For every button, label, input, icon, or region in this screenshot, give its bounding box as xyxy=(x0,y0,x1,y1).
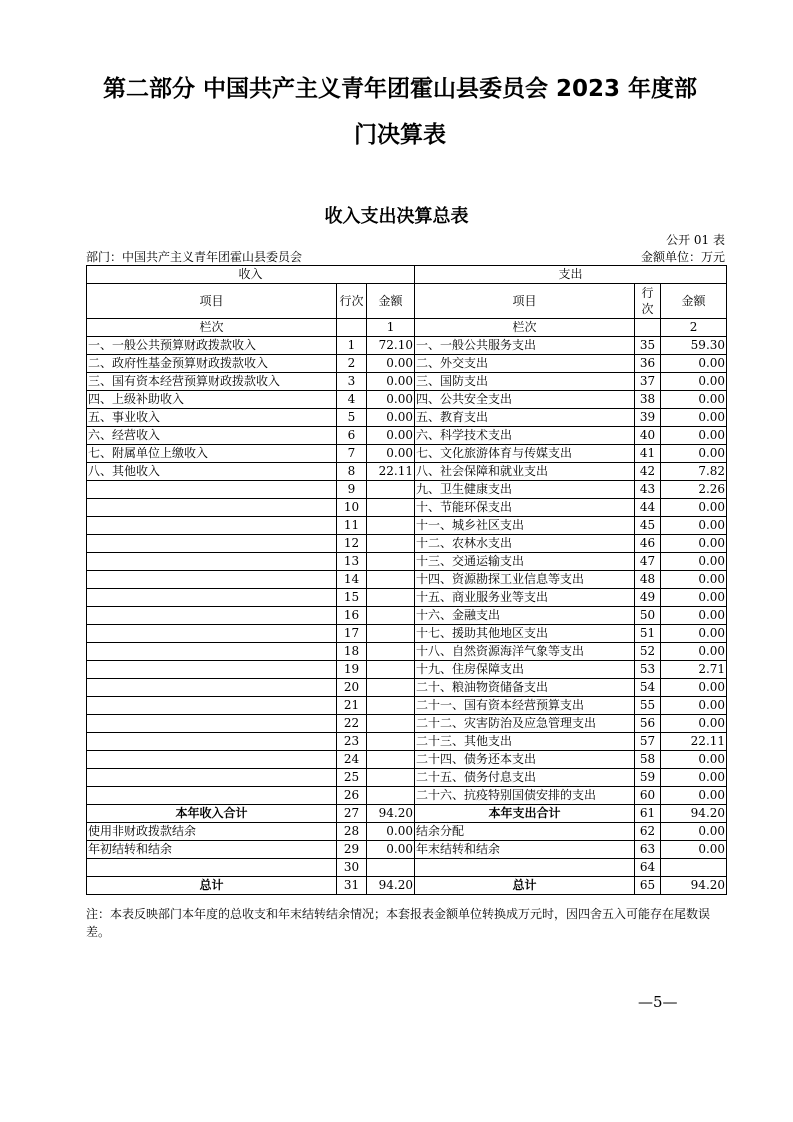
form-number: 公开 01 表 xyxy=(666,233,725,247)
income-row-no-cell: 18 xyxy=(337,643,367,661)
expense-item-cell: 二十六、抗疫特别国债安排的支出 xyxy=(415,787,635,805)
expense-row-no-cell: 47 xyxy=(635,553,661,571)
income-amount-cell xyxy=(367,571,415,589)
income-item-cell xyxy=(87,499,337,517)
page-title: 第二部分 中国共产主义青年团霍山县委员会 2023 年度部 xyxy=(102,76,698,102)
income-amount-cell xyxy=(367,661,415,679)
expense-item-cell: 二十三、其他支出 xyxy=(415,733,635,751)
page-number: —5— xyxy=(638,993,678,1011)
income-amount-cell: 94.20 xyxy=(367,877,415,895)
expense-amount-cell xyxy=(661,859,727,877)
expense-item-cell: 五、教育支出 xyxy=(415,409,635,427)
table-row xyxy=(87,337,727,355)
expense-row-no-cell: 53 xyxy=(635,661,661,679)
expense-amount-cell: 0.00 xyxy=(661,499,727,517)
income-amount-cell xyxy=(367,553,415,571)
expense-row-no-cell: 63 xyxy=(635,841,661,859)
income-item-cell xyxy=(87,679,337,697)
expense-item-cell: 本年支出合计 xyxy=(415,805,635,823)
expense-row-no-cell: 38 xyxy=(635,391,661,409)
table-row xyxy=(87,589,727,607)
expense-amount-cell: 0.00 xyxy=(661,607,727,625)
expense-item-cell: 六、科学技术支出 xyxy=(415,427,635,445)
table-row xyxy=(87,553,727,571)
table-row xyxy=(87,535,727,553)
expense-row-no-cell: 37 xyxy=(635,373,661,391)
income-item-cell: 一、一般公共预算财政拨款收入 xyxy=(87,337,337,355)
income-amount-cell xyxy=(367,859,415,877)
table-row xyxy=(87,427,727,445)
table-row xyxy=(87,769,727,787)
expense-item-cell: 十一、城乡社区支出 xyxy=(415,517,635,535)
income-amount-cell xyxy=(367,535,415,553)
table-row xyxy=(87,625,727,643)
expense-item-cell: 九、卫生健康支出 xyxy=(415,481,635,499)
income-row-no-cell: 13 xyxy=(337,553,367,571)
income-column-label: 栏次 xyxy=(87,319,337,337)
table-row xyxy=(87,661,727,679)
expense-amount-cell: 0.00 xyxy=(661,715,727,733)
income-row-no-cell: 8 xyxy=(337,463,367,481)
income-item-cell xyxy=(87,661,337,679)
income-amount-cell xyxy=(367,607,415,625)
table-row xyxy=(87,499,727,517)
income-item-cell: 七、附属单位上缴收入 xyxy=(87,445,337,463)
expense-row-no-cell: 40 xyxy=(635,427,661,445)
income-amount-cell: 72.10 xyxy=(367,337,415,355)
expense-item-cell: 八、社会保障和就业支出 xyxy=(415,463,635,481)
income-item-cell: 四、上级补助收入 xyxy=(87,391,337,409)
income-amount-cell: 0.00 xyxy=(367,841,415,859)
amount-unit-label: 金额单位：万元 xyxy=(640,250,725,264)
expense-amount-cell: 0.00 xyxy=(661,517,727,535)
expense-amount-cell: 0.00 xyxy=(661,697,727,715)
income-item-cell xyxy=(87,571,337,589)
income-amount-cell: 0.00 xyxy=(367,373,415,391)
income-row-no-cell: 7 xyxy=(337,445,367,463)
expense-row-no-cell: 35 xyxy=(635,337,661,355)
expense-row-no-cell: 60 xyxy=(635,787,661,805)
income-row-no-cell: 3 xyxy=(337,373,367,391)
table-row xyxy=(87,823,727,841)
income-row-no-cell: 6 xyxy=(337,427,367,445)
income-amount-cell: 22.11 xyxy=(367,463,415,481)
expense-item-cell: 一、一般公共服务支出 xyxy=(415,337,635,355)
income-row-no-cell: 23 xyxy=(337,733,367,751)
expense-row-no-cell: 50 xyxy=(635,607,661,625)
expense-amount-cell: 7.82 xyxy=(661,463,727,481)
expense-column-label: 栏次 xyxy=(415,319,635,337)
expense-row-no-cell: 62 xyxy=(635,823,661,841)
expense-row-no-cell: 64 xyxy=(635,859,661,877)
table-row xyxy=(87,679,727,697)
income-item-cell xyxy=(87,751,337,769)
income-item-cell xyxy=(87,607,337,625)
expense-item-cell: 十六、金融支出 xyxy=(415,607,635,625)
income-row-no-cell: 11 xyxy=(337,517,367,535)
income-item-cell: 总计 xyxy=(87,877,337,895)
income-row-no-cell: 24 xyxy=(337,751,367,769)
income-row-no-cell: 19 xyxy=(337,661,367,679)
income-row-no-header: 行次 xyxy=(337,284,367,319)
expense-row-no-cell: 52 xyxy=(635,643,661,661)
expense-item-cell: 十八、自然资源海洋气象等支出 xyxy=(415,643,635,661)
income-amount-cell xyxy=(367,733,415,751)
income-row-no-cell: 9 xyxy=(337,481,367,499)
income-amount-cell xyxy=(367,769,415,787)
expense-item-cell: 四、公共安全支出 xyxy=(415,391,635,409)
expense-row-no-cell: 36 xyxy=(635,355,661,373)
table-row xyxy=(87,481,727,499)
expense-item-cell: 十、节能环保支出 xyxy=(415,499,635,517)
expense-row-no-cell: 41 xyxy=(635,445,661,463)
income-item-cell xyxy=(87,553,337,571)
expense-item-cell: 二十四、债务还本支出 xyxy=(415,751,635,769)
income-item-cell xyxy=(87,589,337,607)
income-item-cell xyxy=(87,697,337,715)
table-row xyxy=(87,409,727,427)
expense-amount-cell: 22.11 xyxy=(661,733,727,751)
table-row xyxy=(87,697,727,715)
income-amount-cell: 0.00 xyxy=(367,445,415,463)
expense-row-no-cell: 56 xyxy=(635,715,661,733)
income-item-cell xyxy=(87,643,337,661)
income-item-cell: 五、事业收入 xyxy=(87,409,337,427)
income-column-number: 1 xyxy=(367,319,415,337)
expense-amount-cell: 59.30 xyxy=(661,337,727,355)
expense-amount-cell: 0.00 xyxy=(661,445,727,463)
income-amount-cell xyxy=(367,787,415,805)
expense-amount-cell: 0.00 xyxy=(661,535,727,553)
table-row xyxy=(87,607,727,625)
income-item-cell xyxy=(87,733,337,751)
income-amount-cell xyxy=(367,625,415,643)
expense-column-number: 2 xyxy=(661,319,727,337)
income-row-no-cell: 4 xyxy=(337,391,367,409)
expense-item-cell: 二十一、国有资本经营预算支出 xyxy=(415,697,635,715)
income-row-no-cell: 10 xyxy=(337,499,367,517)
table-row xyxy=(87,391,727,409)
expense-item-cell: 十九、住房保障支出 xyxy=(415,661,635,679)
income-row-no-cell: 12 xyxy=(337,535,367,553)
income-row-no-cell: 1 xyxy=(337,337,367,355)
table-row xyxy=(87,373,727,391)
expense-row-no-cell: 57 xyxy=(635,733,661,751)
income-row-no-cell: 25 xyxy=(337,769,367,787)
income-row-no-cell: 30 xyxy=(337,859,367,877)
expense-row-no-cell: 45 xyxy=(635,517,661,535)
expense-row-no-cell: 51 xyxy=(635,625,661,643)
expense-item-cell: 二、外交支出 xyxy=(415,355,635,373)
income-item-cell xyxy=(87,769,337,787)
expense-amount-cell: 94.20 xyxy=(661,805,727,823)
income-item-cell xyxy=(87,517,337,535)
table-title: 收入支出决算总表 xyxy=(324,206,469,227)
expense-item-cell: 十四、资源勘探工业信息等支出 xyxy=(415,571,635,589)
income-item-cell xyxy=(87,481,337,499)
footnote: 注：本表反映部门本年度的总收支和年末结转结余情况；本套报表金额单位转换成万元时，因四舍五入可能存在尾数误差。 xyxy=(86,907,711,939)
expense-amount-cell: 0.00 xyxy=(661,571,727,589)
expense-item-cell: 七、文化旅游体育与传媒支出 xyxy=(415,445,635,463)
expense-row-no-cell: 44 xyxy=(635,499,661,517)
table-row xyxy=(87,841,727,859)
expense-item-cell: 十二、农林水支出 xyxy=(415,535,635,553)
expense-amount-cell: 0.00 xyxy=(661,427,727,445)
income-row-no-cell: 26 xyxy=(337,787,367,805)
expense-amount-cell: 94.20 xyxy=(661,877,727,895)
table-row xyxy=(87,445,727,463)
income-item-cell: 年初结转和结余 xyxy=(87,841,337,859)
expense-item-cell: 十七、援助其他地区支出 xyxy=(415,625,635,643)
expense-item-cell: 二十二、灾害防治及应急管理支出 xyxy=(415,715,635,733)
expense-row-no-cell: 54 xyxy=(635,679,661,697)
income-amount-cell xyxy=(367,751,415,769)
expense-amount-cell: 0.00 xyxy=(661,373,727,391)
income-amount-cell xyxy=(367,517,415,535)
income-item-cell xyxy=(87,787,337,805)
income-amount-cell xyxy=(367,499,415,517)
income-amount-cell: 0.00 xyxy=(367,427,415,445)
income-item-cell: 二、政府性基金预算财政拨款收入 xyxy=(87,355,337,373)
income-item-cell: 八、其他收入 xyxy=(87,463,337,481)
income-expense-table xyxy=(86,265,727,895)
income-item-cell xyxy=(87,625,337,643)
income-item-header: 项目 xyxy=(87,284,337,319)
expense-row-no-cell: 39 xyxy=(635,409,661,427)
income-amount-cell: 0.00 xyxy=(367,355,415,373)
expense-item-cell: 三、国防支出 xyxy=(415,373,635,391)
expense-amount-cell: 0.00 xyxy=(661,391,727,409)
income-amount-header: 金额 xyxy=(367,284,415,319)
table-row xyxy=(87,571,727,589)
income-amount-cell xyxy=(367,589,415,607)
table-row xyxy=(87,463,727,481)
expense-row-no-cell: 58 xyxy=(635,751,661,769)
income-row-no-cell: 15 xyxy=(337,589,367,607)
page-title-continued: 门决算表 xyxy=(354,122,446,148)
expense-row-no-cell: 55 xyxy=(635,697,661,715)
table-row xyxy=(87,355,727,373)
income-amount-cell: 94.20 xyxy=(367,805,415,823)
income-amount-cell xyxy=(367,481,415,499)
table-row xyxy=(87,787,727,805)
expense-amount-cell: 0.00 xyxy=(661,355,727,373)
income-amount-cell: 0.00 xyxy=(367,823,415,841)
income-item-cell: 本年收入合计 xyxy=(87,805,337,823)
department-label: 部门：中国共产主义青年团霍山县委员会 xyxy=(86,250,303,264)
income-item-cell xyxy=(87,535,337,553)
expense-item-cell: 二十五、债务付息支出 xyxy=(415,769,635,787)
table-row xyxy=(87,859,727,877)
expense-amount-header: 金额 xyxy=(661,284,727,319)
expense-amount-cell: 0.00 xyxy=(661,409,727,427)
expense-item-cell: 总计 xyxy=(415,877,635,895)
expense-header: 支出 xyxy=(415,266,727,284)
income-amount-cell: 0.00 xyxy=(367,391,415,409)
expense-row-no-cell: 43 xyxy=(635,481,661,499)
expense-item-cell: 结余分配 xyxy=(415,823,635,841)
expense-item-cell xyxy=(415,859,635,877)
income-row-no-cell: 29 xyxy=(337,841,367,859)
income-row-no-cell: 17 xyxy=(337,625,367,643)
income-item-cell: 使用非财政拨款结余 xyxy=(87,823,337,841)
table-row xyxy=(87,715,727,733)
expense-row-no-cell: 59 xyxy=(635,769,661,787)
income-row-no-cell: 2 xyxy=(337,355,367,373)
expense-row-no-header: 行 次 xyxy=(635,284,661,319)
income-row-no-cell: 20 xyxy=(337,679,367,697)
expense-item-cell: 年末结转和结余 xyxy=(415,841,635,859)
table-row xyxy=(87,877,727,895)
income-row-no-cell: 14 xyxy=(337,571,367,589)
income-amount-cell xyxy=(367,715,415,733)
expense-row-no-cell: 46 xyxy=(635,535,661,553)
table-row xyxy=(87,643,727,661)
expense-item-cell: 十五、商业服务业等支出 xyxy=(415,589,635,607)
income-amount-cell: 0.00 xyxy=(367,409,415,427)
income-item-cell: 三、国有资本经营预算财政拨款收入 xyxy=(87,373,337,391)
expense-amount-cell: 0.00 xyxy=(661,769,727,787)
expense-amount-cell: 0.00 xyxy=(661,679,727,697)
expense-row-no-cell: 65 xyxy=(635,877,661,895)
expense-row-no-cell: 61 xyxy=(635,805,661,823)
income-row-no-cell: 31 xyxy=(337,877,367,895)
income-item-cell: 六、经营收入 xyxy=(87,427,337,445)
expense-item-cell: 二十、粮油物资储备支出 xyxy=(415,679,635,697)
income-column-blank xyxy=(337,319,367,337)
expense-amount-cell: 0.00 xyxy=(661,589,727,607)
expense-item-header: 项目 xyxy=(415,284,635,319)
expense-amount-cell: 0.00 xyxy=(661,841,727,859)
expense-amount-cell: 2.71 xyxy=(661,661,727,679)
expense-amount-cell: 0.00 xyxy=(661,751,727,769)
expense-item-cell: 十三、交通运输支出 xyxy=(415,553,635,571)
expense-amount-cell: 0.00 xyxy=(661,553,727,571)
income-item-cell xyxy=(87,859,337,877)
income-item-cell xyxy=(87,715,337,733)
expense-amount-cell: 0.00 xyxy=(661,823,727,841)
expense-amount-cell: 0.00 xyxy=(661,625,727,643)
table-row xyxy=(87,733,727,751)
income-row-no-cell: 27 xyxy=(337,805,367,823)
income-row-no-cell: 21 xyxy=(337,697,367,715)
expense-row-no-cell: 42 xyxy=(635,463,661,481)
expense-column-blank xyxy=(635,319,661,337)
expense-amount-cell: 0.00 xyxy=(661,643,727,661)
expense-amount-cell: 0.00 xyxy=(661,787,727,805)
table-row xyxy=(87,751,727,769)
income-row-no-cell: 5 xyxy=(337,409,367,427)
expense-row-no-cell: 48 xyxy=(635,571,661,589)
income-amount-cell xyxy=(367,643,415,661)
income-row-no-cell: 16 xyxy=(337,607,367,625)
income-row-no-cell: 22 xyxy=(337,715,367,733)
expense-row-no-cell: 49 xyxy=(635,589,661,607)
table-row xyxy=(87,517,727,535)
income-header: 收入 xyxy=(87,266,415,284)
income-row-no-cell: 28 xyxy=(337,823,367,841)
expense-amount-cell: 2.26 xyxy=(661,481,727,499)
income-amount-cell xyxy=(367,679,415,697)
table-row xyxy=(87,805,727,823)
income-amount-cell xyxy=(367,697,415,715)
